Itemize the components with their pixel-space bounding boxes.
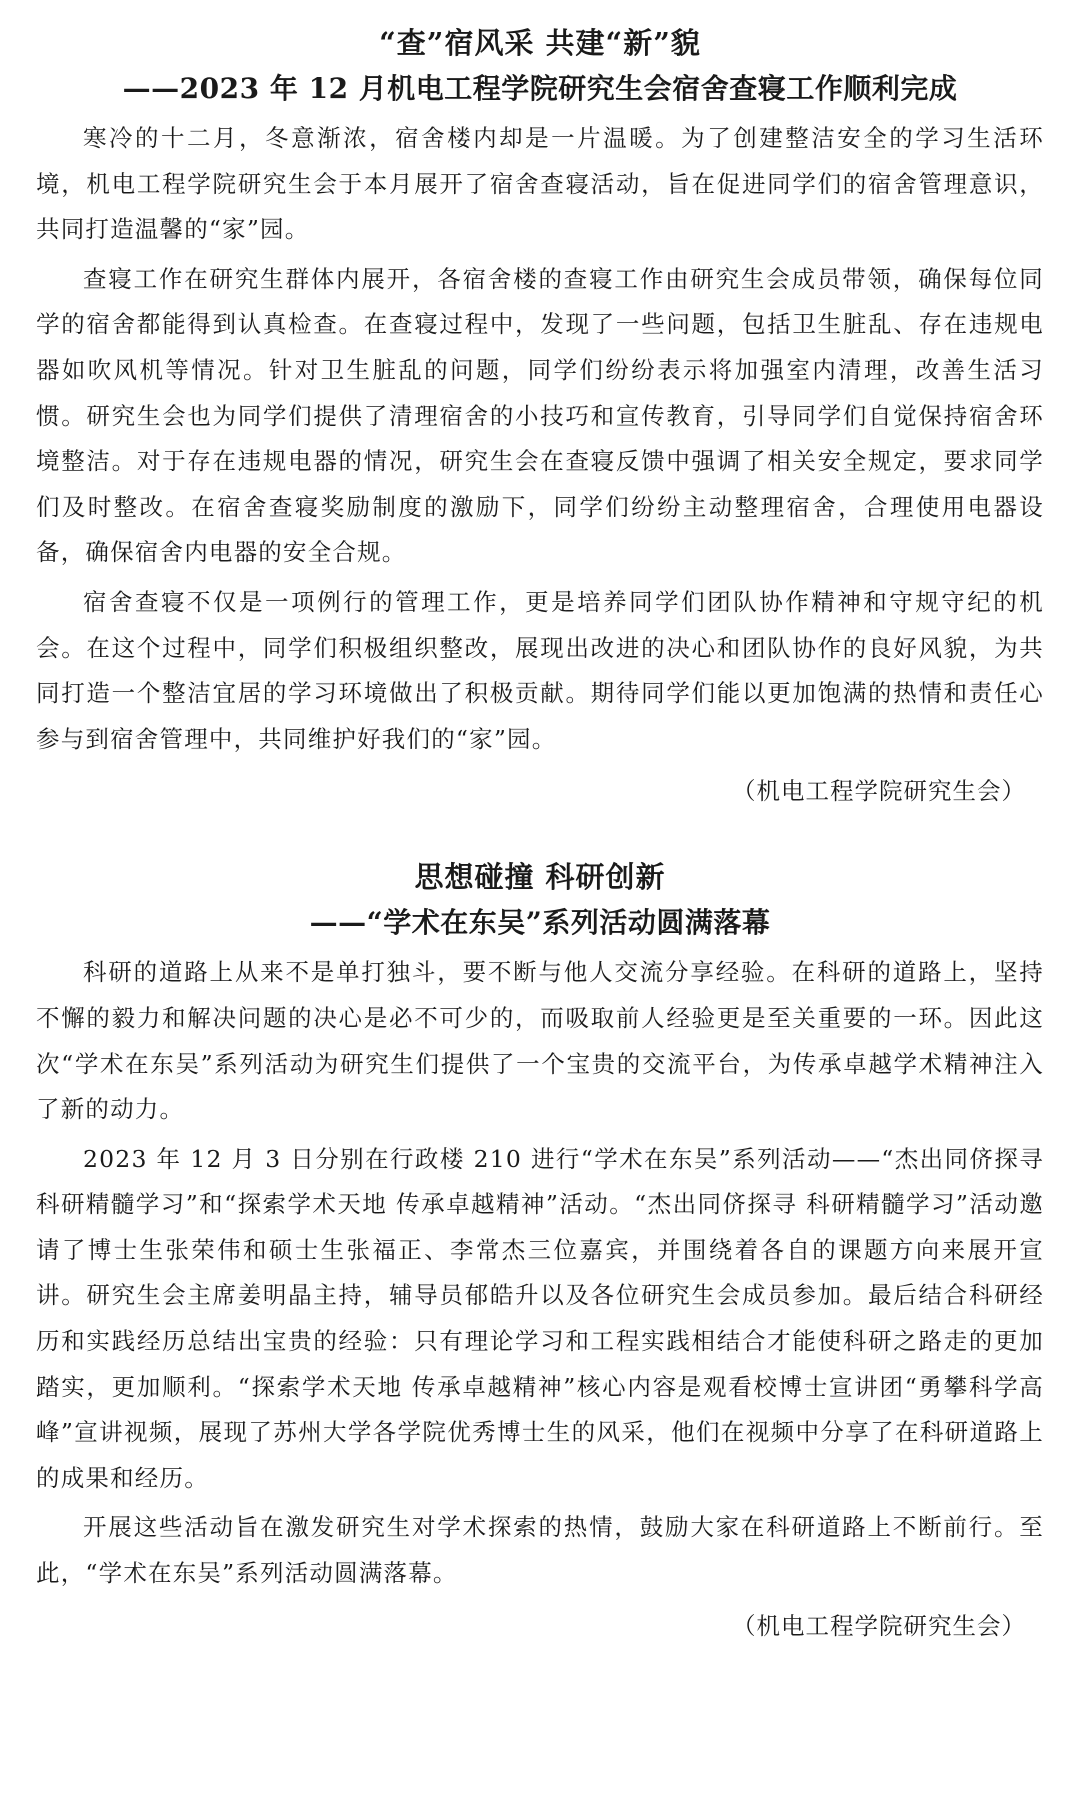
article-paragraph: 查寝工作在研究生群体内展开，各宿舍楼的查寝工作由研究生会成员带领，确保每位同学的宿舍都能得到认真检查。在查寝过程中，发现了一些问题，包括卫生脏乱、存在违规电器如吹风机等情况。针对卫生脏乱的问题，同学们纷纷表示将加强室内清理，改善生活习惯。研究生会也为同学们提供了清理宿舍的小技巧和宣传教育，引导同学们自觉保持宿舍环境整洁。对于存在违规电器的情况，研究生会在查寝反馈中强调了相关安全规定，要求同学们及时整改。在宿舍查寝奖励制度的激励下，同学们纷纷主动整理宿舍，合理使用电器设备，确保宿舍内电器的安全合规。 (36, 264, 1044, 567)
article-subtitle: ——“学术在东吴”系列活动圆满落幕 (309, 906, 771, 940)
article-academic-event (36, 854, 1044, 1648)
article-paragraph: 科研的道路上从来不是单打独斗，要不断与他人交流分享经验。在科研的道路上，坚持不懈的毅力和解决问题的决心是必不可少的，而吸取前人经验更是至关重要的一环。因此这次“学术在东吴”系列活动为研究生们提供了一个宝贵的交流平台，为传承卓越学术精神注入了新的动力。 (36, 958, 1044, 1124)
article-dorm-inspection (36, 20, 1044, 814)
article-paragraph: 宿舍查寝不仅是一项例行的管理工作，更是培养同学们团队协作精神和守规守纪的机会。在这个过程中，同学们积极组织整改，展现出改进的决心和团队协作的良好风貌，为共同打造一个整洁宜居的学习环境做出了积极贡献。期待同学们能以更加饱满的热情和责任心参与到宿舍管理中，共同维护好我们的“家”园。 (36, 587, 1044, 753)
article-title: 思想碰撞 科研创新 (414, 860, 666, 895)
article-signature: （机电工程学院研究生会） (732, 1611, 1026, 1640)
article-paragraph: 开展这些活动旨在激发研究生对学术探索的热情，鼓励大家在科研道路上不断前行。至此，“学术在东吴”系列活动圆满落幕。 (36, 1513, 1044, 1588)
article-title: “查”宿风采 共建“新”貌 (379, 26, 701, 60)
article-signature: （机电工程学院研究生会） (732, 777, 1026, 806)
article-paragraph: 2023 年 12 月 3 日分别在行政楼 210 进行“学术在东吴”系列活动——“杰出同侪探寻 科研精髓学习”和“探索学术天地 传承卓越精神”活动。“杰出同侪探寻 科研精髓学习”活动邀请了博士生张荣伟和硕士生张福正、李常杰三位嘉宾，并围绕着各自的课题方向来展开宣讲。研究生会主席姜明晶主持，辅导员郁皓升以及各位研究生会成员参加。最后结合科研经历和实践经历总结出宝贵的经验：只有理论学习和工程实践相结合才能使科研之路走的更加踏实，更加顺利。“探索学术天地 传承卓越精神”核心内容是观看校博士宣讲团“勇攀科学高峰”宣讲视频，展现了苏州大学各学院优秀博士生的风采，他们在视频中分享了在科研道路上的成果和经历。 (36, 1144, 1044, 1492)
article-subtitle: ——2023 年 12 月机电工程学院研究生会宿舍查寝工作顺利完成 (122, 72, 958, 105)
article-paragraph: 寒冷的十二月，冬意渐浓，宿舍楼内却是一片温暖。为了创建整洁安全的学习生活环境，机电工程学院研究生会于本月展开了宿舍查寝活动，旨在促进同学们的宿舍管理意识，共同打造温馨的“家”园。 (36, 124, 1044, 244)
